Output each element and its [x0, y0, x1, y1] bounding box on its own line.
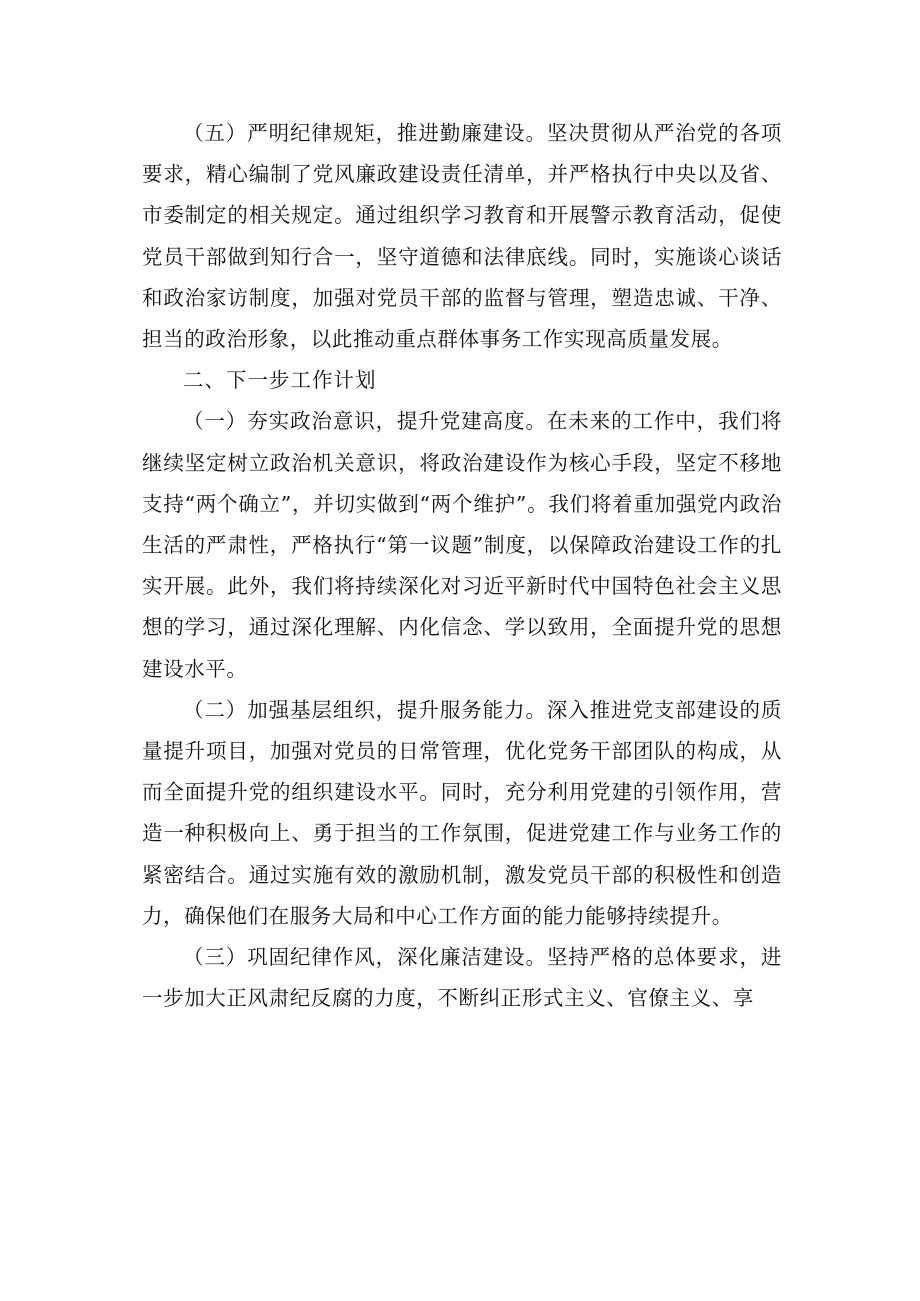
section-heading-next-steps: 二、下一步工作计划	[183, 368, 377, 393]
paragraph-discipline-integrity: （五）严明纪律规矩，推进勤廉建设。坚决贯彻从严治党的各项要求，精心编制了党风廉政建设责任清单，并严格执行中央以及省、市委制定的相关规定。通过组织学习教育和开展警示教育活动，促使党员干部做到知行合一，坚守道德和法律底线。同时，实施谈心谈话和政治家访制度，加强对党员干部的监督与管理，塑造忠诚、干净、担当的政治形象，以此推动重点群体事务工作实现高质量发展。	[142, 121, 782, 352]
paragraph-grassroots-organization: （二）加强基层组织，提升服务能力。深入推进党支部建设的质量提升项目，加强对党员的日常管理，优化党务干部团队的构成，从而全面提升党的组织建设水平。同时，充分利用党建的引领作用，营造一种积极向上、勇于担当的工作氛围，促进党建工作与业务工作的紧密结合。通过实施有效的激励机制，激发党员干部的积极性和创造力，确保他们在服务大局和中心工作方面的能力能够持续提升。	[142, 697, 782, 928]
document-body	[142, 113, 782, 1019]
paragraph-political-awareness: （一）夯实政治意识，提升党建高度。在未来的工作中，我们将继续坚定树立政治机关意识，将政治建设作为核心手段，坚定不移地支持“两个确立”，并切实做到“两个维护”。我们将着重加强党内政治生活的严肃性，严格执行“第一议题”制度，以保障政治建设工作的扎实开展。此外，我们将持续深化对习近平新时代中国特色社会主义思想的学习，通过深化理解、内化信念、学以致用，全面提升党的思想建设水平。	[142, 409, 782, 681]
paragraph-discipline-style: （三）巩固纪律作风，深化廉洁建设。坚持严格的总体要求，进一步加大正风肃纪反腐的力度，不断纠正形式主义、官僚主义、享	[142, 945, 782, 1011]
